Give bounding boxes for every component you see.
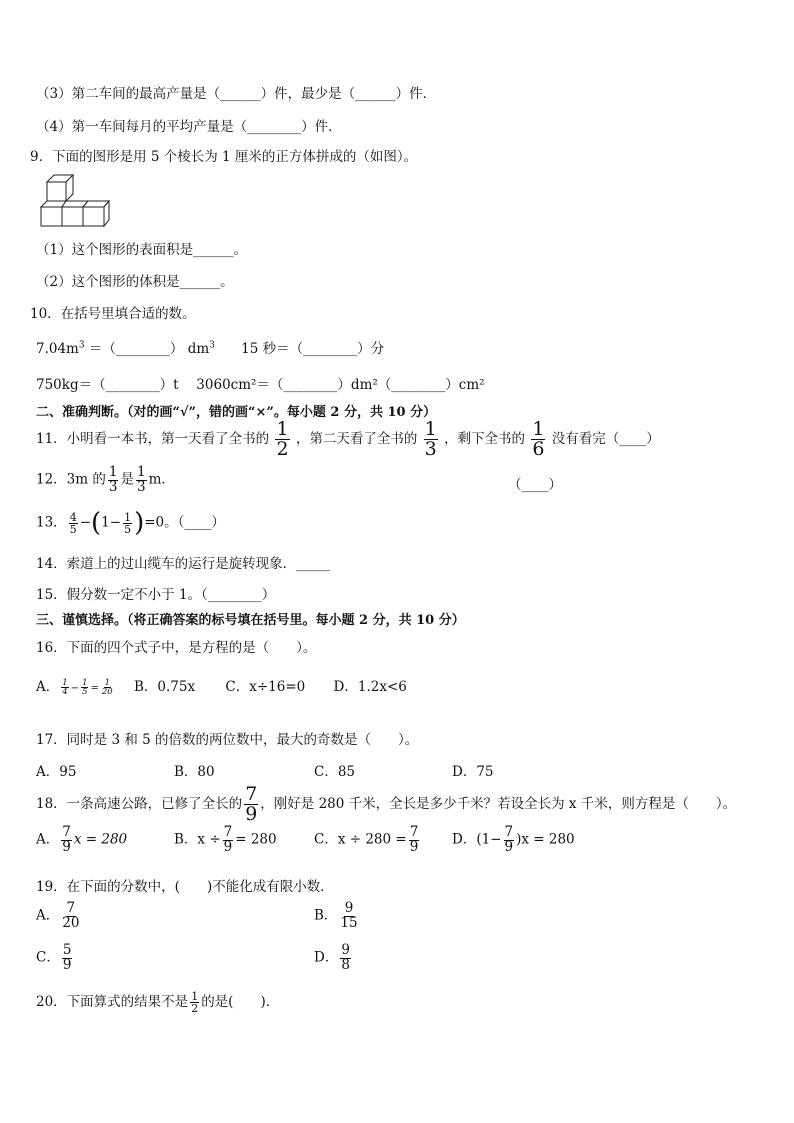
q13-right-paren: ) bbox=[134, 508, 145, 538]
q11-f3-num: 1 bbox=[532, 418, 545, 440]
q10-stem: 10．在括号里填合适的数。 bbox=[30, 306, 196, 322]
q11-f1-den: 2 bbox=[276, 438, 289, 460]
q11-p4: 没有看完（____） bbox=[551, 431, 660, 447]
q18-a-rest: x = 280 bbox=[73, 831, 128, 848]
q19-option-c bbox=[36, 944, 74, 972]
q15: 15．假分数一定不小于 1。（________） bbox=[36, 587, 276, 603]
q16-option-c: C．x÷16=0 bbox=[225, 679, 306, 695]
q16-a-f2-den: 5 bbox=[82, 687, 88, 697]
section-3-heading: 三、谨慎选择。（将正确答案的标号填在括号里。每小题 2 分，共 10 分） bbox=[36, 613, 465, 628]
q18-d-f-num: 7 bbox=[504, 824, 514, 840]
q19-b-fraction bbox=[339, 902, 358, 930]
q9-sub2: （2）这个图形的体积是______。 bbox=[36, 274, 234, 290]
q19-c-fraction bbox=[62, 944, 73, 972]
q14: 14．索道上的过山缆车的运行是旋转现象．_____ bbox=[36, 556, 330, 572]
q19-c-label: C． bbox=[36, 949, 60, 966]
q19-c-den: 9 bbox=[62, 956, 72, 973]
cube-top-front bbox=[47, 182, 66, 201]
q18-b-rest: = 280 bbox=[235, 831, 277, 848]
q16-a-f2-num: 1 bbox=[82, 677, 88, 688]
q10-row2: 750kg＝（________）t 3060cm²＝（________）dm²（________）cm² bbox=[36, 377, 485, 393]
q12-f1-num: 1 bbox=[108, 464, 118, 480]
q19-d-num: 9 bbox=[341, 942, 350, 958]
q12-fraction-2 bbox=[136, 466, 147, 494]
q11-f1-num: 1 bbox=[276, 418, 289, 440]
q19-b-num: 9 bbox=[344, 900, 354, 916]
q17-option-b: B．80 bbox=[174, 764, 215, 780]
q12-p1: 12．3m 的 bbox=[36, 471, 106, 488]
q18-f-den: 9 bbox=[245, 803, 258, 825]
q18-c-f-den: 9 bbox=[409, 838, 419, 855]
q18-c-f-num: 7 bbox=[409, 824, 419, 840]
q17-option-c: C．85 bbox=[314, 764, 356, 780]
q8-sub3: （3）第二车间的最高产量是（______）件，最少是（______）件． bbox=[36, 86, 437, 102]
q20-f-den: 2 bbox=[191, 1002, 199, 1015]
q13-minus: − bbox=[79, 514, 91, 531]
q10-row1-sup: 3 bbox=[78, 340, 85, 351]
q16-option-a bbox=[36, 675, 116, 697]
q16-a-f2 bbox=[81, 679, 88, 697]
q13-f1-den: 5 bbox=[69, 522, 77, 536]
q13-fraction-1 bbox=[69, 512, 78, 535]
q13-p1: 13． bbox=[36, 514, 67, 531]
q9-stem: 9．下面的图形是用 5 个棱长为 1 厘米的正方体拼成的（如图）。 bbox=[30, 149, 418, 165]
q18-option-a bbox=[36, 826, 127, 854]
q19-option-a bbox=[36, 902, 82, 930]
q16-a-f3 bbox=[101, 679, 114, 697]
cube-bottom-1 bbox=[41, 207, 62, 226]
q12-answer-blank: （____） bbox=[508, 477, 562, 493]
q19-row2 bbox=[36, 944, 774, 984]
q10-row1-c: 15 秒＝（________）分 bbox=[241, 341, 385, 357]
q12-p2: 是 bbox=[120, 471, 134, 488]
q19-b-label: B． bbox=[314, 907, 338, 924]
q18-options bbox=[36, 826, 774, 866]
q19-b-den: 15 bbox=[340, 914, 358, 931]
q11-p2: ，第二天看了全书的 bbox=[295, 431, 418, 447]
section-2-heading: 二、准确判断。（对的画“√”，错的画“×”。每小题 2 分，共 10 分） bbox=[36, 405, 437, 420]
q17-stem: 17．同时是 3 和 5 的倍数的两位数中，最大的奇数是（ ）。 bbox=[36, 732, 419, 748]
q13-f2-den: 5 bbox=[124, 522, 132, 536]
q19-a-num: 7 bbox=[66, 900, 76, 916]
q18-b-f-den: 9 bbox=[223, 838, 233, 855]
q11-fraction-2 bbox=[424, 420, 438, 459]
q13-p2: =0。（____） bbox=[144, 514, 225, 531]
q19-a-label: A． bbox=[36, 907, 60, 924]
q16-options bbox=[36, 675, 774, 697]
q13-inner: 1− bbox=[101, 514, 122, 531]
q11-f2-num: 1 bbox=[424, 418, 437, 440]
q18-option-b bbox=[174, 826, 277, 854]
q18-p2: ，刚好是 280 千米，全长是多少千米？若设全长为 x 千米，则方程是（ ）。 bbox=[260, 796, 737, 812]
q13-fraction-2 bbox=[123, 512, 132, 535]
q18-d-label: D．(1− bbox=[452, 831, 502, 848]
q19-stem: 19．在下面的分数中，( )不能化成有限小数． bbox=[36, 879, 334, 895]
q16-a-f1 bbox=[61, 679, 68, 697]
q18-p1: 18．一条高速公路，已修了全长的 bbox=[36, 796, 243, 812]
q18-f-num: 7 bbox=[245, 783, 258, 805]
q19-d-label: D． bbox=[314, 949, 339, 966]
q18-d-rest: )x = 280 bbox=[516, 831, 575, 848]
q18-b-label: B．x ÷ bbox=[174, 831, 221, 848]
q17-option-d: D．75 bbox=[452, 764, 494, 780]
q16-a-f1-num: 1 bbox=[62, 677, 68, 688]
q16-stem: 16．下面的四个式子中，是方程的是（ ）。 bbox=[36, 640, 317, 656]
q19-d-fraction bbox=[340, 944, 351, 972]
q11-p1: 11．小明看一本书，第一天看了全书的 bbox=[36, 431, 270, 447]
q19-d-den: 8 bbox=[341, 956, 350, 973]
cube-bottom-3 bbox=[83, 207, 104, 226]
q16-a-f1-den: 4 bbox=[62, 687, 68, 697]
q20-p2: 的是( )． bbox=[201, 994, 280, 1010]
q18-a-label: A． bbox=[36, 831, 60, 848]
q13 bbox=[36, 508, 774, 538]
q16-option-b: B．0.75x bbox=[134, 679, 196, 695]
q13-f1-num: 4 bbox=[69, 510, 77, 524]
q13-left-paren: ( bbox=[91, 508, 102, 538]
q18-b-f-num: 7 bbox=[223, 824, 233, 840]
q11-fraction-1 bbox=[275, 420, 289, 459]
q12-p3: m． bbox=[148, 471, 175, 488]
q12 bbox=[36, 466, 774, 494]
q18-c-fraction bbox=[409, 826, 420, 854]
q12-f1-den: 3 bbox=[108, 478, 118, 495]
q9-sub1: （1）这个图形的表面积是______。 bbox=[36, 242, 248, 258]
q11-f3-den: 6 bbox=[532, 438, 545, 460]
q18-d-f-den: 9 bbox=[504, 838, 514, 855]
q18-fraction bbox=[244, 785, 258, 824]
q20-fraction bbox=[190, 991, 199, 1014]
q18-b-fraction bbox=[223, 826, 234, 854]
q10-row1-b: ＝（________） dm bbox=[88, 341, 210, 357]
q16-a-op1: − bbox=[70, 683, 80, 694]
q19-a-den: 20 bbox=[62, 914, 80, 931]
q11-fraction-3 bbox=[531, 420, 545, 459]
q19-option-b bbox=[314, 902, 361, 930]
q20-stem bbox=[36, 990, 774, 1014]
q20-p1: 20．下面算式的结果不是 bbox=[36, 994, 189, 1010]
q20-f-num: 1 bbox=[191, 990, 199, 1003]
q10-row1-sup2: 3 bbox=[209, 340, 215, 351]
q18-a-fraction bbox=[61, 826, 72, 854]
q19-a-fraction bbox=[61, 902, 80, 930]
q18-stem bbox=[36, 785, 774, 824]
cube-stack-figure bbox=[38, 172, 118, 228]
q18-d-fraction bbox=[504, 826, 515, 854]
q18-a-f-den: 9 bbox=[62, 838, 71, 855]
q19-option-d bbox=[314, 944, 353, 972]
q16-a-f3-num: 1 bbox=[104, 677, 110, 688]
q18-option-c bbox=[314, 826, 421, 854]
q8-sub4: （4）第一车间每月的平均产量是（________）件． bbox=[36, 119, 342, 135]
q16-a-f3-den: 20 bbox=[101, 687, 113, 697]
q16-a-label: A． bbox=[36, 679, 60, 695]
q11-f2-den: 3 bbox=[424, 438, 437, 460]
q18-c-label: C．x ÷ 280 = bbox=[314, 831, 407, 848]
q10-row1 bbox=[36, 337, 774, 357]
q18-option-d bbox=[452, 826, 575, 854]
cube-bottom-2 bbox=[62, 207, 83, 226]
q16-option-d: D．1.2x<6 bbox=[333, 679, 407, 695]
q13-f2-num: 1 bbox=[124, 510, 132, 524]
q18-a-f-num: 7 bbox=[62, 824, 71, 840]
q19-c-num: 5 bbox=[62, 942, 72, 958]
q16-a-op2: = bbox=[90, 683, 99, 694]
q19-row1 bbox=[36, 902, 774, 942]
q11-p3: ，剩下全书的 bbox=[444, 431, 526, 447]
q17-option-a: A．95 bbox=[36, 764, 77, 780]
q11 bbox=[36, 420, 774, 459]
q12-f2-num: 1 bbox=[136, 464, 146, 480]
q12-f2-den: 3 bbox=[136, 478, 146, 495]
q12-fraction-1 bbox=[108, 466, 119, 494]
q10-row1-a: 7.04m bbox=[36, 341, 79, 357]
